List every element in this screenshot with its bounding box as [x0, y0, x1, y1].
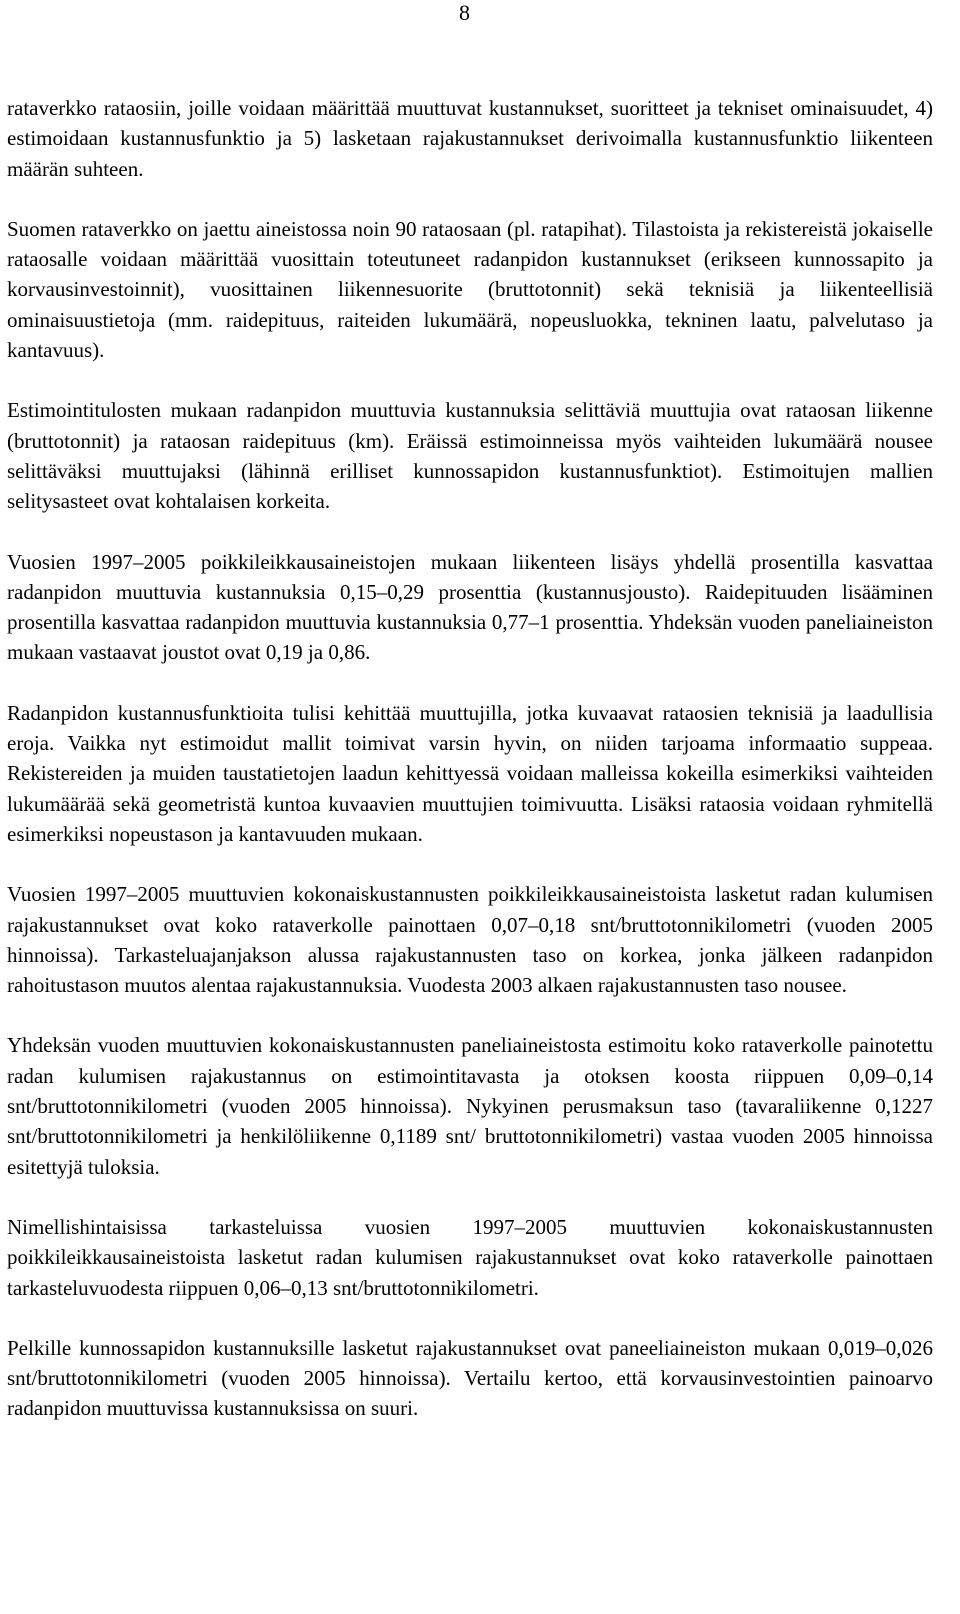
paragraph-3: Estimointitulosten mukaan radanpidon muuttuvia kustannuksia selittäviä muuttujia ovat rataosan liikenne (bruttotonnit) ja rataosan raidepituus (km). Eräissä estimoinneissa myös vaihteiden lukumäärä nousee selittäväksi muuttujaksi (lähinnä erilliset kunnossapidon kustannusfunktiot). Estimoitujen mallien selitysasteet ovat kohtalaisen korkeita. [7, 398, 933, 514]
paragraph-1: rataverkko rataosiin, joille voidaan määrittää muuttuvat kustannukset, suoritteet ja tekniset ominaisuudet, 4) estimoidaan kustannusfunktio ja 5) lasketaan rajakustannukset derivoimalla kustannusfunktio liikenteen määrän suhteen. [7, 96, 933, 181]
page-number: 8 [459, 0, 470, 25]
document-body [7, 93, 933, 1424]
paragraph-2: Suomen rataverkko on jaettu aineistossa noin 90 rataosaan (pl. ratapihat). Tilastoista ja rekistereistä jokaiselle rataosalle voidaan määrittää vuosittain toteutuneet radanpidon kustannukset (erikseen kunnossapito ja korvausinvestoinnit), vuosittainen liikennesuorite (bruttotonnit) sekä teknisiä ja liikenteellisiä ominaisuustietoja (mm. raidepituus, raiteiden lukumäärä, nopeusluokka, tekninen laatu, palvelutaso ja kantavuus). [7, 216, 933, 363]
paragraph-6: Vuosien 1997–2005 muuttuvien kokonaiskustannusten poikkileikkausaineistoista lasketut radan kulumisen rajakustannukset ovat koko rataverkolle painottaen 0,07–0,18 snt/bruttotonnikilometri (vuoden 2005 hinnoissa). Tarkasteluajanjakson alussa rajakustannusten taso on korkea, jonka jälkeen radanpidon rahoitustason muutos alentaa rajakustannuksia. Vuodesta 2003 alkaen rajakustannusten taso nousee. [7, 882, 933, 998]
paragraph-5: Radanpidon kustannusfunktioita tulisi kehittää muuttujilla, jotka kuvaavat rataosien teknisiä ja laadullisia eroja. Vaikka nyt estimoidut mallit toimivat varsin hyvin, on niiden tarjoama informaatio suppeaa. Rekistereiden ja muiden taustatietojen laadun kehittyessä voidaan malleissa kokeilla esimerkiksi vaihteiden lukumäärää sekä geometristä kuntoa kuvaavien muuttujien toimivuutta. Lisäksi rataosia voidaan ryhmitellä esimerkiksi nopeustason ja kantavuuden mukaan. [7, 700, 933, 846]
paragraph-9: Pelkille kunnossapidon kustannuksille lasketut rajakustannukset ovat paneeliaineiston mukaan 0,019–0,026 snt/bruttotonnikilometri (vuoden 2005 hinnoissa). Vertailu kertoo, että korvausinvestointien painoarvo radanpidon muuttuvissa kustannuksissa on suuri. [7, 1335, 933, 1421]
paragraph-8: Nimellishintaisissa tarkasteluissa vuosien 1997–2005 muuttuvien kokonaiskustannusten poikkileikkausaineistoista lasketut radan kulumisen rajakustannukset ovat koko rataverkolle painottaen tarkasteluvuodesta riippuen 0,06–0,13 snt/bruttotonnikilometri. [7, 1214, 933, 1300]
paragraph-7: Yhdeksän vuoden muuttuvien kokonaiskustannusten paneliaineistosta estimoitu koko rataverkolle painotettu radan kulumisen rajakustannus on estimointitavasta ja otoksen koosta riippuen 0,09–0,14 snt/bruttotonnikilometri (vuoden 2005 hinnoissa). Nykyinen perusmaksun taso (tavaraliikenne 0,1227 snt/bruttotonnikilometri ja henkilöliikenne 0,1189 snt/ bruttotonnikilometri) vastaa vuoden 2005 hinnoissa esitettyjä tuloksia. [7, 1033, 933, 1179]
paragraph-4: Vuosien 1997–2005 poikkileikkausaineistojen mukaan liikenteen lisäys yhdellä prosentilla kasvattaa radanpidon muuttuvia kustannuksia 0,15–0,29 prosenttia (kustannusjousto). Raidepituuden lisääminen prosentilla kasvattaa radanpidon muuttuvia kustannuksia 0,77–1 prosenttia. Yhdeksän vuoden paneliaineiston mukaan vastaavat joustot ovat 0,19 ja 0,86. [7, 549, 933, 665]
